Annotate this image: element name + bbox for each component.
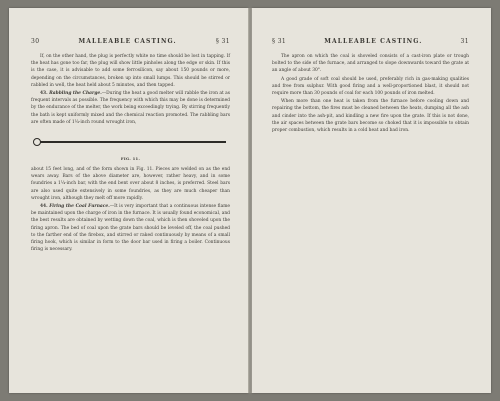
section-43-text: —During the heat a good melter will rabble the iron at as frequent intervals as possible. The frequency with which this may be done is determined by the endurance of the melter, the work being exceedingly trying. By stirring frequently the bath is kept uniformly mixed and the chemical reaction promoted. The rabbling bars are often made of 1¼-inch round wrought iron, — [31, 91, 230, 125]
right-paragraph-1: The apron on which the coal is shoveled consists of a cast-iron plate or trough bolted to the side of the furnace, and arranged to slope downwards toward the grate at an angle of about 30°. — [272, 54, 469, 74]
right-paragraph-2: A good grade of soft coal should be used, preferably rich in gas-making qualities and free from sulphur. With good firing and a well-proportioned blast, it should not require more than 30 pounds of coal for each 100 pounds of iron melted. — [272, 76, 469, 97]
figure-caption: FIG. 11. — [120, 156, 141, 162]
left-section-mark: § 31 — [215, 38, 230, 45]
left-running-title: MALLEABLE CASTING. — [78, 38, 177, 45]
right-page — [252, 8, 491, 393]
section-44-text: —It is very important that a continuous intense flame be maintained upon the charge of iron in the furnace. It is usually found economical, and the best results are obtained by wetting down the coal, which is then shoveled upon the firing apron. The bed of coal upon the grate bars should be leveled off, the coal pushed to the farther end of the firebox, and stirred or raked continuously by means of a small firing hook, which is similar in form to the door bar used in firing a boiler. Continuous firing is necessary. — [31, 204, 230, 253]
section-43-paragraph — [31, 90, 230, 126]
left-paragraph-1: If, on the other hand, the plug is perfectly white no time should be lost in tapping. If the heat has gone too far, the plug will show little pinholes along the edge or skin. If this is the case, it is advisable to add some ferrosilicon, say about 150 pounds or more, depending on the circumstances, broken up into small lumps. This should be stirred or rabbled in well, the heat held about 5 minutes, and then tapped. — [31, 54, 230, 88]
left-page — [9, 8, 248, 393]
left-page-header — [31, 38, 230, 45]
right-paragraph-3: When more than one heat is taken from the furnace before cooling down and repairing the bottom, the fires must be cleaned between the heats, dumping all the ash and cinder into the ash-pit, and kindling a new fire upon the grate. If this is not done, the air spaces between the grate bars become so choked that it is impossible to obtain proper combustion, which results in a cold heat and bad iron. — [272, 99, 469, 134]
rabbling-bar-shaft-shape — [40, 141, 226, 143]
right-running-title: MALLEABLE CASTING. — [324, 38, 423, 45]
left-paragraph-after-figure: about 15 feet long, and of the form shown in Fig. 11. Pieces are welded on as the end wears away. Bars of the above diameter are, however, rather heavy, and in some foundries a 1¼-inch bar, with the end bent over about 8 inches, is preferred. Steel bars are also used quite extensively in some foundries, as they are much cheaper than wrought iron, although they melt off more rapidly. — [31, 167, 230, 201]
section-43-title: Rabbling the Charge. — [49, 91, 102, 97]
left-page-number: 30 — [31, 38, 40, 45]
section-43-number: 43. — [40, 91, 48, 97]
right-page-header — [272, 38, 469, 45]
right-page-number: 31 — [460, 38, 469, 45]
rabbling-bar-figure — [31, 132, 230, 154]
section-44-number: 44. — [40, 204, 48, 210]
section-44-paragraph — [31, 203, 230, 253]
right-section-mark: § 31 — [272, 38, 287, 45]
section-44-title: Firing the Coal Furnace. — [49, 204, 110, 210]
